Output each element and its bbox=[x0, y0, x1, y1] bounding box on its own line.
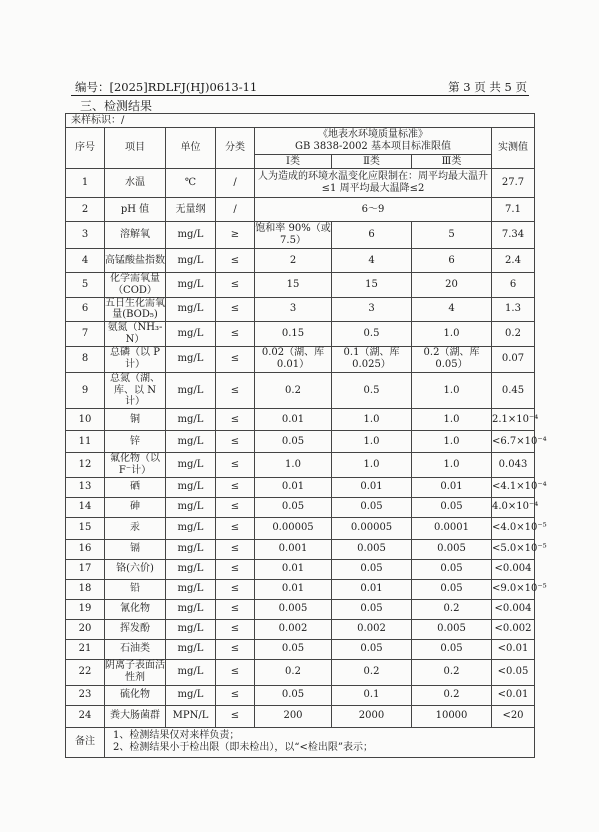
row-class1-limit: 0.05 bbox=[255, 685, 332, 705]
row-number: 17 bbox=[66, 559, 105, 579]
row-class3-limit: 1.0 bbox=[412, 409, 492, 431]
row-item: 溶解氧 bbox=[105, 222, 166, 249]
row-number: 19 bbox=[66, 599, 105, 619]
table-row bbox=[66, 497, 535, 517]
row-unit: mg/L bbox=[166, 297, 216, 322]
row-measured-value: 0.07 bbox=[492, 346, 535, 372]
row-unit: mg/L bbox=[166, 372, 216, 408]
row-class3-limit: 0.01 bbox=[412, 477, 492, 497]
table-row bbox=[66, 559, 535, 579]
row-class2-limit: 0.01 bbox=[332, 477, 412, 497]
row-class2-limit: 0.1 bbox=[332, 685, 412, 705]
row-item: 氨氮（NH₃-N） bbox=[105, 322, 166, 347]
table-row bbox=[66, 346, 535, 372]
standard-subtitle: GB 3838-2002 基本项目标准限值 bbox=[295, 141, 451, 152]
row-number: 9 bbox=[66, 372, 105, 408]
row-item: 阴离子表面活性剂 bbox=[105, 660, 165, 684]
row-item: 总磷（以 P 计） bbox=[105, 346, 166, 372]
row-number: 8 bbox=[66, 346, 105, 372]
row-item: 石油类 bbox=[105, 639, 166, 659]
header-unit: 单位 bbox=[166, 128, 216, 169]
row-class2-limit: 0.002 bbox=[332, 619, 412, 639]
row-number: 2 bbox=[66, 198, 105, 222]
row-class2-limit: 0.05 bbox=[332, 599, 412, 619]
row-item: 硒 bbox=[105, 477, 166, 497]
row-item: pH 值 bbox=[105, 198, 166, 222]
row-class3-limit: 0.005 bbox=[412, 539, 492, 559]
row-unit: mg/L bbox=[166, 453, 216, 478]
row-measured-value: <0.002 bbox=[492, 619, 535, 639]
row-unit: mg/L bbox=[166, 273, 216, 298]
header-measured: 实测值 bbox=[492, 128, 535, 169]
row-class3-limit: 20 bbox=[412, 273, 492, 298]
row-unit: mg/L bbox=[166, 346, 216, 372]
row-unit: mg/L bbox=[166, 431, 216, 453]
note-line-2: 2、检测结果小于检出限（即未检出），以“<检出限”表示； bbox=[113, 742, 373, 754]
row-number: 21 bbox=[66, 639, 105, 659]
table-row bbox=[66, 453, 535, 478]
row-number: 6 bbox=[66, 297, 105, 322]
row-class2-limit: 1.0 bbox=[332, 431, 412, 453]
row-class1-limit: 0.01 bbox=[255, 409, 332, 431]
row-category: ≤ bbox=[216, 705, 255, 727]
row-number: 5 bbox=[66, 273, 105, 298]
notes-row bbox=[66, 727, 535, 757]
row-item: 氰化物 bbox=[105, 599, 166, 619]
table-row bbox=[66, 705, 535, 727]
header-seq: 序号 bbox=[66, 128, 105, 169]
row-item: 镉 bbox=[105, 539, 166, 559]
row-unit: mg/L bbox=[166, 477, 216, 497]
row-unit: ℃ bbox=[166, 169, 216, 198]
row-unit: mg/L bbox=[166, 409, 216, 431]
table-row bbox=[66, 322, 535, 347]
row-measured-value: <20 bbox=[492, 705, 535, 727]
row-class3-limit: 1.0 bbox=[412, 431, 492, 453]
row-class1-limit: 0.01 bbox=[255, 579, 332, 599]
table-row bbox=[66, 517, 535, 539]
row-number: 20 bbox=[66, 619, 105, 639]
row-class2-limit: 0.05 bbox=[332, 559, 412, 579]
table-row bbox=[66, 659, 535, 685]
row-category: ≤ bbox=[216, 539, 255, 559]
row-number: 15 bbox=[66, 517, 105, 539]
row-number: 14 bbox=[66, 497, 105, 517]
row-unit: mg/L bbox=[166, 599, 216, 619]
row-unit: mg/L bbox=[166, 659, 216, 685]
row-class2-limit: 15 bbox=[332, 273, 412, 298]
row-class1-limit: 15 bbox=[255, 273, 332, 298]
row-standard-limit: 人为造成的环境水温变化应限制在：周平均最大温升≤1 周平均最大温降≤2 bbox=[255, 169, 492, 198]
row-number: 11 bbox=[66, 431, 105, 453]
row-unit: mg/L bbox=[166, 517, 216, 539]
table-row bbox=[66, 222, 535, 249]
header-standard bbox=[255, 128, 492, 155]
row-category: ≤ bbox=[216, 497, 255, 517]
row-category: ≤ bbox=[216, 346, 255, 372]
header-class2: Ⅱ类 bbox=[332, 155, 412, 169]
row-unit: mg/L bbox=[166, 639, 216, 659]
row-item: 水温 bbox=[105, 169, 166, 198]
row-category: ≤ bbox=[216, 322, 255, 347]
row-class2-limit: 0.5 bbox=[332, 322, 412, 347]
row-class3-limit: 1.0 bbox=[412, 453, 492, 478]
row-category: ≤ bbox=[216, 685, 255, 705]
row-class1-limit: 0.01 bbox=[255, 559, 332, 579]
row-item: 锌 bbox=[105, 431, 166, 453]
page-info: 第 3 页 共 5 页 bbox=[448, 80, 527, 94]
row-class1-limit: 0.05 bbox=[255, 639, 332, 659]
row-item: 铅 bbox=[105, 579, 166, 599]
table-row bbox=[66, 297, 535, 322]
notes-label: 备注 bbox=[66, 727, 105, 757]
row-category: ≤ bbox=[216, 273, 255, 298]
standard-title: 《地表水环境质量标准》 bbox=[318, 129, 428, 141]
row-class1-limit: 0.2 bbox=[255, 659, 332, 685]
row-item: 总氮（湖、库、以 N 计） bbox=[105, 372, 166, 408]
section-title: 三、检测结果 bbox=[80, 99, 153, 113]
row-class2-limit: 2000 bbox=[332, 705, 412, 727]
row-measured-value: 7.34 bbox=[492, 222, 535, 249]
row-class1-limit: 0.15 bbox=[255, 322, 332, 347]
row-class3-limit: 0.05 bbox=[412, 559, 492, 579]
row-measured-value: 6 bbox=[492, 273, 535, 298]
table-row bbox=[66, 249, 535, 273]
header-category: 分类 bbox=[216, 128, 255, 169]
row-measured-value: 7.1 bbox=[492, 198, 535, 222]
row-item: 砷 bbox=[105, 497, 166, 517]
table-row bbox=[66, 619, 535, 639]
row-item: 挥发酚 bbox=[105, 619, 166, 639]
table-row bbox=[66, 477, 535, 497]
row-class1-limit: 0.002 bbox=[255, 619, 332, 639]
row-class1-limit: 0.2 bbox=[255, 372, 332, 408]
row-class1-limit: 饱和率 90%（或 7.5） bbox=[255, 222, 332, 249]
row-class2-limit: 6 bbox=[332, 222, 412, 249]
row-class2-limit: 0.1（湖、库 0.025） bbox=[332, 346, 412, 372]
row-class3-limit: 1.0 bbox=[412, 372, 492, 408]
row-category: ≤ bbox=[216, 453, 255, 478]
row-measured-value: <6.7×10⁻⁴ bbox=[492, 431, 535, 453]
row-number: 10 bbox=[66, 409, 105, 431]
table-row bbox=[66, 198, 535, 222]
row-class1-limit: 0.00005 bbox=[255, 517, 332, 539]
row-class2-limit: 0.05 bbox=[332, 497, 412, 517]
row-measured-value: <4.0×10⁻⁵ bbox=[492, 517, 535, 539]
row-measured-value: <4.1×10⁻⁴ bbox=[492, 477, 535, 497]
table-row bbox=[66, 539, 535, 559]
row-number: 3 bbox=[66, 222, 105, 249]
row-category: ≤ bbox=[216, 477, 255, 497]
row-number: 22 bbox=[66, 659, 105, 685]
row-class1-limit: 0.02（湖、库 0.01） bbox=[255, 346, 332, 372]
results-table bbox=[65, 113, 547, 758]
table-row bbox=[66, 372, 535, 408]
header-item: 项目 bbox=[105, 128, 166, 169]
row-unit: 无量纲 bbox=[166, 198, 216, 222]
row-category: ≤ bbox=[216, 639, 255, 659]
row-measured-value: 4.0×10⁻⁴ bbox=[492, 497, 535, 517]
row-class3-limit: 0.2（湖、库 0.05） bbox=[412, 346, 492, 372]
table-row bbox=[66, 685, 535, 705]
row-item: 五日生化需氧量(BOD₅) bbox=[105, 297, 165, 321]
row-class3-limit: 0.05 bbox=[412, 579, 492, 599]
row-measured-value: <9.0×10⁻⁵ bbox=[492, 579, 535, 599]
row-number: 18 bbox=[66, 579, 105, 599]
row-measured-value: 0.043 bbox=[492, 453, 535, 478]
row-class3-limit: 0.2 bbox=[412, 599, 492, 619]
row-number: 13 bbox=[66, 477, 105, 497]
row-item: 粪大肠菌群 bbox=[105, 705, 166, 727]
row-category: ≤ bbox=[216, 619, 255, 639]
row-measured-value: <0.004 bbox=[492, 559, 535, 579]
row-class3-limit: 6 bbox=[412, 249, 492, 273]
row-unit: mg/L bbox=[166, 685, 216, 705]
row-category: ≤ bbox=[216, 559, 255, 579]
row-class1-limit: 0.001 bbox=[255, 539, 332, 559]
row-number: 7 bbox=[66, 322, 105, 347]
row-category: ≤ bbox=[216, 372, 255, 408]
row-unit: mg/L bbox=[166, 497, 216, 517]
row-category: ≥ bbox=[216, 222, 255, 249]
row-measured-value: <0.004 bbox=[492, 599, 535, 619]
report-number: 编号：[2025]RDLFJ(HJ)0613-11 bbox=[75, 80, 258, 94]
row-class2-limit: 0.5 bbox=[332, 372, 412, 408]
row-class3-limit: 1.0 bbox=[412, 322, 492, 347]
row-measured-value: 0.2 bbox=[492, 322, 535, 347]
row-class3-limit: 0.05 bbox=[412, 639, 492, 659]
table-row bbox=[66, 599, 535, 619]
row-class2-limit: 0.01 bbox=[332, 579, 412, 599]
row-standard-limit: 6～9 bbox=[255, 198, 492, 222]
row-unit: mg/L bbox=[166, 559, 216, 579]
table-row bbox=[66, 579, 535, 599]
row-number: 4 bbox=[66, 249, 105, 273]
row-category: ≤ bbox=[216, 409, 255, 431]
row-item: 铬(六价) bbox=[105, 559, 166, 579]
header-rule bbox=[71, 95, 529, 96]
row-measured-value: 1.3 bbox=[492, 297, 535, 322]
notes-content bbox=[105, 727, 535, 757]
row-category: ≤ bbox=[216, 579, 255, 599]
header-class1: Ⅰ类 bbox=[255, 155, 332, 169]
row-measured-value: 27.7 bbox=[492, 169, 535, 198]
row-unit: mg/L bbox=[166, 619, 216, 639]
row-class3-limit: 0.005 bbox=[412, 619, 492, 639]
row-category: ≤ bbox=[216, 431, 255, 453]
row-class1-limit: 2 bbox=[255, 249, 332, 273]
row-item: 高锰酸盐指数 bbox=[105, 249, 166, 273]
row-number: 12 bbox=[66, 453, 105, 478]
row-class2-limit: 1.0 bbox=[332, 453, 412, 478]
table-row bbox=[66, 409, 535, 431]
row-unit: mg/L bbox=[166, 539, 216, 559]
row-measured-value: 2.1×10⁻⁴ bbox=[492, 409, 535, 431]
row-category: ≤ bbox=[216, 599, 255, 619]
table-row bbox=[66, 169, 535, 198]
row-measured-value: <0.05 bbox=[492, 659, 535, 685]
row-item: 氟化物（以 F⁻计） bbox=[105, 453, 166, 478]
row-category: ≤ bbox=[216, 659, 255, 685]
row-class3-limit: 0.2 bbox=[412, 685, 492, 705]
note-line-1: 1、检测结果仅对来样负责； bbox=[113, 730, 240, 742]
row-class2-limit: 0.2 bbox=[332, 659, 412, 685]
table-row bbox=[66, 639, 535, 659]
row-class1-limit: 200 bbox=[255, 705, 332, 727]
row-class1-limit: 0.05 bbox=[255, 497, 332, 517]
table-row bbox=[66, 431, 535, 453]
sample-id: 来样标识：/ bbox=[66, 114, 535, 128]
row-item: 化学需氧量（COD） bbox=[105, 273, 166, 298]
row-category: / bbox=[216, 169, 255, 198]
row-class3-limit: 10000 bbox=[412, 705, 492, 727]
header-class3: Ⅲ类 bbox=[412, 155, 492, 169]
row-item: 汞 bbox=[105, 517, 166, 539]
row-class3-limit: 5 bbox=[412, 222, 492, 249]
row-class3-limit: 0.0001 bbox=[412, 517, 492, 539]
row-class2-limit: 1.0 bbox=[332, 409, 412, 431]
row-unit: mg/L bbox=[166, 322, 216, 347]
row-measured-value: <5.0×10⁻⁵ bbox=[492, 539, 535, 559]
row-category: / bbox=[216, 198, 255, 222]
row-category: ≤ bbox=[216, 297, 255, 322]
row-class3-limit: 0.2 bbox=[412, 659, 492, 685]
row-unit: mg/L bbox=[166, 579, 216, 599]
row-class2-limit: 0.00005 bbox=[332, 517, 412, 539]
row-item: 硫化物 bbox=[105, 685, 166, 705]
row-number: 23 bbox=[66, 685, 105, 705]
row-category: ≤ bbox=[216, 249, 255, 273]
row-measured-value: <0.01 bbox=[492, 685, 535, 705]
row-class1-limit: 0.01 bbox=[255, 477, 332, 497]
row-unit: mg/L bbox=[166, 222, 216, 249]
row-class3-limit: 4 bbox=[412, 297, 492, 322]
row-number: 16 bbox=[66, 539, 105, 559]
row-number: 1 bbox=[66, 169, 105, 198]
row-class3-limit: 0.05 bbox=[412, 497, 492, 517]
row-class1-limit: 1.0 bbox=[255, 453, 332, 478]
row-class2-limit: 0.005 bbox=[332, 539, 412, 559]
row-category: ≤ bbox=[216, 517, 255, 539]
row-unit: MPN/L bbox=[166, 705, 216, 727]
row-class2-limit: 4 bbox=[332, 249, 412, 273]
row-measured-value: 0.45 bbox=[492, 372, 535, 408]
row-class1-limit: 3 bbox=[255, 297, 332, 322]
row-class1-limit: 0.05 bbox=[255, 431, 332, 453]
table-row bbox=[66, 273, 535, 298]
row-measured-value: 2.4 bbox=[492, 249, 535, 273]
row-measured-value: <0.01 bbox=[492, 639, 535, 659]
row-class2-limit: 0.05 bbox=[332, 639, 412, 659]
row-unit: mg/L bbox=[166, 249, 216, 273]
row-class2-limit: 3 bbox=[332, 297, 412, 322]
row-class1-limit: 0.005 bbox=[255, 599, 332, 619]
row-item: 铜 bbox=[105, 409, 166, 431]
row-number: 24 bbox=[66, 705, 105, 727]
